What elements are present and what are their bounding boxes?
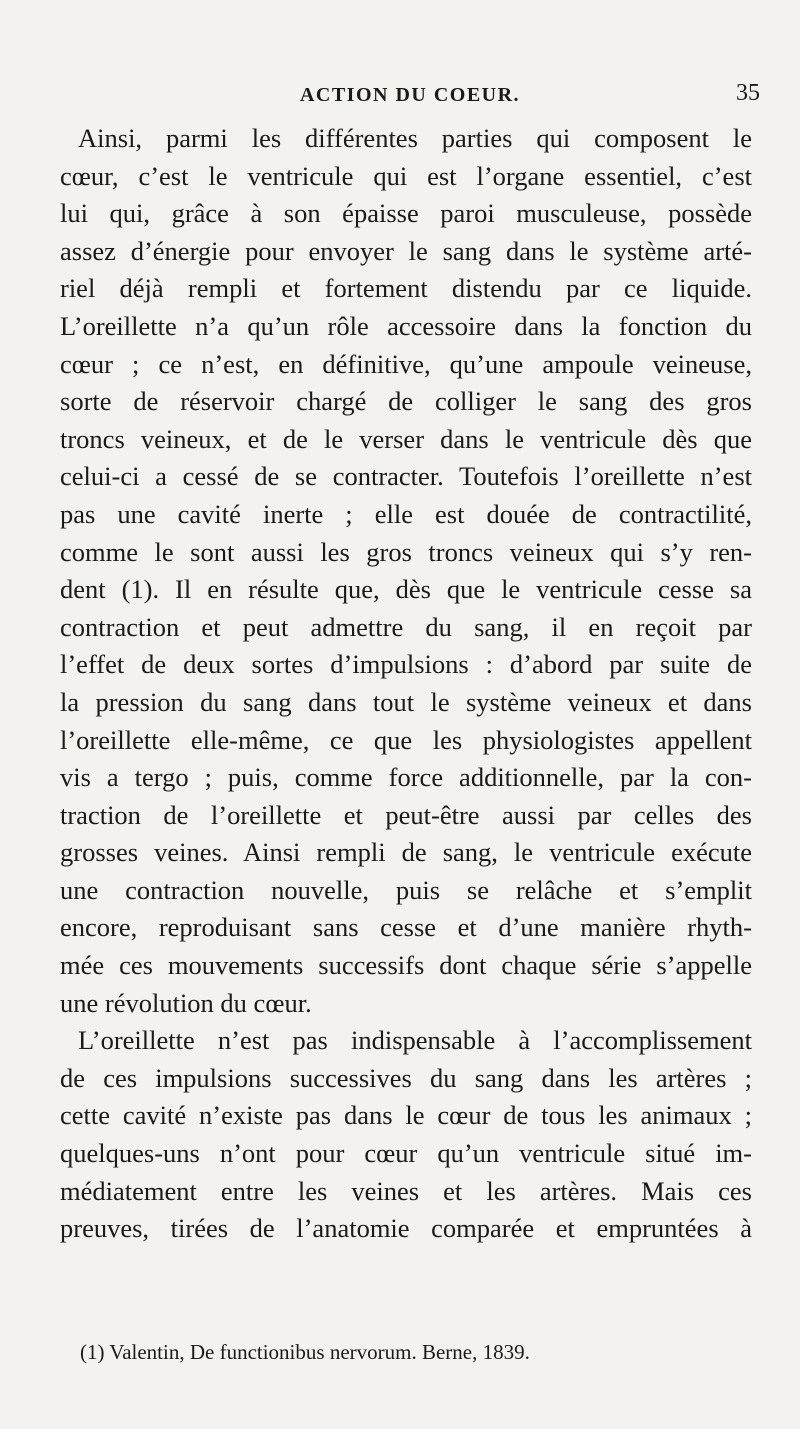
text-line: cœur, c’est le ventricule qui est l’organe essentiel, c’est: [60, 160, 752, 191]
page-header: [60, 80, 760, 114]
body-text: [60, 120, 752, 1248]
text-line: l’oreillette elle-même, ce que les physiologistes appellent: [60, 724, 752, 755]
paragraph-2: [60, 1022, 752, 1248]
text-line: L’oreillette n’est pas indispensable à l’accomplissement: [78, 1025, 752, 1056]
text-line: cette cavité n’existe pas dans le cœur de tous les animaux ;: [60, 1100, 752, 1131]
running-title: ACTION DU COEUR.: [299, 84, 521, 106]
text-line: lui qui, grâce à son épaisse paroi musculeuse, possède: [60, 198, 752, 229]
page-number: 35: [736, 80, 760, 106]
text-line: médiatement entre les veines et les artères. Mais ces: [60, 1175, 752, 1206]
text-line: contraction et peut admettre du sang, il en reçoit par: [60, 611, 752, 642]
text-line: preuves, tirées de l’anatomie comparée et empruntées à: [60, 1213, 752, 1244]
text-line: pas une cavité inerte ; elle est douée de contractilité,: [60, 498, 752, 529]
text-line: sorte de réservoir chargé de colliger le sang des gros: [60, 386, 752, 417]
text-line: grosses veines. Ainsi rempli de sang, le ventricule exécute: [60, 837, 752, 868]
text-line: la pression du sang dans tout le système veineux et dans: [60, 686, 752, 717]
footnote: (1) Valentin, De functionibus nervorum. Berne, 1839.: [80, 1340, 530, 1364]
text-line: troncs veineux, et de le verser dans le ventricule dès que: [60, 423, 752, 454]
text-line: Ainsi, parmi les différentes parties qui composent le: [78, 123, 752, 153]
text-line: riel déjà rempli et fortement distendu par ce liquide.: [60, 273, 752, 304]
text-line: assez d’énergie pour envoyer le sang dans le système arté-: [60, 235, 752, 266]
text-line: une contraction nouvelle, puis se relâche et s’emplit: [60, 874, 752, 905]
text-line: de ces impulsions successives du sang dans les artères ;: [60, 1062, 752, 1093]
text-line: celui-ci a cessé de se contracter. Toutefois l’oreillette n’est: [60, 461, 752, 492]
text-line: dent (1). Il en résulte que, dès que le ventricule cesse sa: [60, 574, 752, 605]
text-line: L’oreillette n’a qu’un rôle accessoire dans la fonction du: [60, 310, 752, 341]
paragraph-1: [60, 120, 752, 1022]
text-line: l’effet de deux sortes d’impulsions : d’abord par suite de: [60, 649, 752, 680]
text-line: encore, reproduisant sans cesse et d’une manière rhyth-: [60, 912, 752, 943]
text-line: cœur ; ce n’est, en définitive, qu’une ampoule veineuse,: [60, 348, 752, 379]
text-line: une révolution du cœur.: [60, 987, 312, 1018]
text-line: traction de l’oreillette et peut-être aussi par celles des: [60, 799, 752, 830]
text-line: comme le sont aussi les gros troncs veineux qui s’y ren-: [60, 536, 752, 567]
text-line: mée ces mouvements successifs dont chaque série s’appelle: [60, 950, 752, 981]
text-line: quelques-uns n’ont pour cœur qu’un ventricule situé im-: [60, 1138, 752, 1169]
text-line: vis a tergo ; puis, comme force additionnelle, par la con-: [60, 762, 752, 793]
